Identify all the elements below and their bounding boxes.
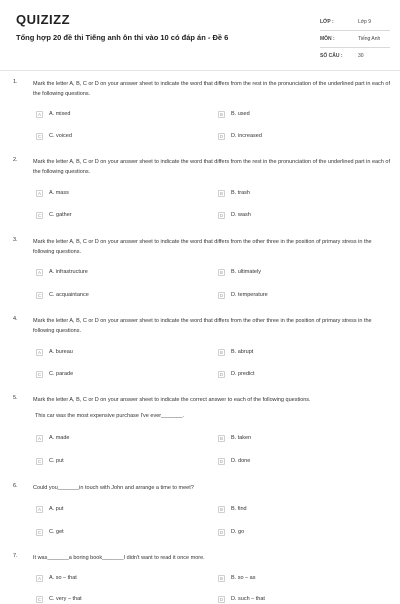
- option-letter-box: B: [219, 575, 223, 581]
- question-number: 6.: [13, 483, 18, 489]
- meta-table: [320, 14, 390, 64]
- question-text: Mark the letter A, B, C or D on your answer sheet to indicate the word that differs from the rest in the pronunciation of the underlined part in each of the following questions.: [33, 81, 390, 97]
- option-a[interactable]: [36, 267, 88, 277]
- option-text: C. gather: [49, 212, 72, 218]
- option-letter-box: A: [37, 435, 41, 441]
- option-text: D. increased: [231, 133, 262, 139]
- question-sentence: This car was the most expensive purchase I've ever_______.: [35, 413, 185, 419]
- option-text: D. temperature: [231, 292, 268, 298]
- option-text: A. infrastructure: [49, 269, 88, 275]
- question-text: Could you_______in touch with John and arrange a time to meet?: [33, 485, 194, 491]
- option-text: A. bureau: [49, 349, 73, 355]
- worksheet-header: [0, 0, 400, 70]
- option-b[interactable]: [218, 188, 250, 198]
- option-letter-box: A: [37, 349, 41, 355]
- option-c[interactable]: [36, 131, 72, 141]
- option-letter-box: D: [219, 596, 224, 602]
- option-letter-box: A: [37, 190, 41, 196]
- header-divider: [0, 70, 400, 71]
- option-text: B. so – as: [231, 575, 256, 581]
- quizizz-logo: QUIZIZZ: [16, 12, 71, 27]
- meta-row-subject: [320, 31, 390, 48]
- option-text: C. voiced: [49, 133, 72, 139]
- question-number: 3.: [13, 237, 18, 243]
- meta-row-count: [320, 48, 390, 64]
- option-letter-box: A: [37, 269, 41, 275]
- meta-value: Lớp 9: [358, 19, 372, 25]
- option-letter-box: B: [219, 269, 223, 275]
- option-letter-box: A: [37, 506, 41, 512]
- question-number: 2.: [13, 157, 18, 163]
- option-text: A. so – that: [49, 575, 77, 581]
- option-c[interactable]: [36, 527, 64, 537]
- option-letter-box: D: [219, 458, 224, 464]
- option-text: D. such – that: [231, 596, 265, 602]
- option-b[interactable]: [218, 267, 261, 277]
- option-letter-box: C: [37, 133, 42, 139]
- option-letter-box: D: [219, 212, 224, 218]
- option-letter-box: C: [37, 596, 42, 602]
- option-text: A. mixed: [49, 111, 71, 117]
- option-c[interactable]: [36, 594, 82, 604]
- option-a[interactable]: [36, 573, 77, 583]
- option-text: C. put: [49, 458, 64, 464]
- option-text: C. parade: [49, 371, 74, 377]
- option-d[interactable]: [218, 290, 268, 300]
- option-d[interactable]: [218, 369, 255, 379]
- option-b[interactable]: [218, 504, 247, 514]
- option-b[interactable]: [218, 433, 251, 443]
- option-a[interactable]: [36, 109, 70, 119]
- option-letter-box: A: [37, 111, 41, 117]
- option-a[interactable]: [36, 504, 63, 514]
- question-text: Mark the letter A, B, C or D on your answer sheet to indicate the word that differs from the rest in the pronunciation of the underlined part in each of the following questions.: [33, 159, 390, 175]
- option-letter-box: B: [219, 506, 223, 512]
- question-number: 4.: [13, 316, 18, 322]
- option-text: A. mass: [49, 190, 69, 196]
- option-c[interactable]: [36, 290, 89, 300]
- option-text: C. get: [49, 529, 64, 535]
- option-text: D. wash: [231, 212, 251, 218]
- option-b[interactable]: [218, 109, 250, 119]
- option-text: A. put: [49, 506, 64, 512]
- question-number: 5.: [13, 395, 18, 401]
- option-text: D. done: [231, 458, 251, 464]
- option-text: B. abrupt: [231, 349, 254, 355]
- option-d[interactable]: [218, 527, 244, 537]
- option-letter-box: D: [219, 292, 224, 298]
- question-number: 7.: [13, 553, 18, 559]
- question-text: Mark the letter A, B, C or D on your answer sheet to indicate the correct answer to each of the following questions.: [33, 397, 311, 403]
- option-text: C. acquaintance: [49, 292, 89, 298]
- option-letter-box: C: [37, 529, 42, 535]
- meta-key: SỐ CÂU :: [320, 53, 343, 59]
- page-title: Tổng hợp 20 đề thi Tiếng anh ôn thi vào 10 có đáp án - Đề 6: [16, 33, 229, 42]
- option-text: B. taken: [231, 435, 252, 441]
- option-letter-box: C: [37, 371, 42, 377]
- option-text: B. find: [231, 506, 247, 512]
- option-text: B. used: [231, 111, 250, 117]
- question-text: It was_______a boring book_______I didn't want to read it once more.: [33, 555, 205, 561]
- option-c[interactable]: [36, 456, 64, 466]
- option-letter-box: C: [37, 458, 42, 464]
- option-letter-box: D: [219, 529, 224, 535]
- option-a[interactable]: [36, 347, 73, 357]
- option-letter-box: D: [219, 371, 224, 377]
- question-text: Mark the letter A, B, C or D on your answer sheet to indicate the word that differs from the other three in the position of primary stress in the following questions.: [33, 318, 372, 334]
- option-c[interactable]: [36, 369, 73, 379]
- option-c[interactable]: [36, 210, 72, 220]
- option-d[interactable]: [218, 210, 251, 220]
- meta-value: Tiếng Anh: [358, 36, 381, 42]
- meta-row-class: [320, 14, 390, 31]
- option-letter-box: C: [37, 292, 42, 298]
- option-text: B. ultimately: [231, 269, 261, 275]
- option-text: A. made: [49, 435, 70, 441]
- option-letter-box: A: [37, 575, 41, 581]
- meta-key: MÔN :: [320, 36, 335, 42]
- option-d[interactable]: [218, 456, 250, 466]
- option-b[interactable]: [218, 573, 255, 583]
- option-letter-box: B: [219, 435, 223, 441]
- option-text: D. predict: [231, 371, 255, 377]
- meta-key: LỚP :: [320, 19, 334, 25]
- option-b[interactable]: [218, 347, 253, 357]
- option-d[interactable]: [218, 594, 265, 604]
- option-letter-box: D: [219, 133, 224, 139]
- meta-value: 30: [358, 53, 364, 59]
- option-a[interactable]: [36, 188, 69, 198]
- question-number: 1.: [13, 79, 18, 85]
- option-text: D. go: [231, 529, 245, 535]
- question-text: Mark the letter A, B, C or D on your answer sheet to indicate the word that differs from the other three in the position of primary stress in the following questions.: [33, 239, 372, 255]
- option-text: B. trash: [231, 190, 250, 196]
- option-letter-box: B: [219, 190, 223, 196]
- option-letter-box: B: [219, 349, 223, 355]
- option-letter-box: B: [219, 111, 223, 117]
- option-d[interactable]: [218, 131, 262, 141]
- option-a[interactable]: [36, 433, 69, 443]
- option-letter-box: C: [37, 212, 42, 218]
- option-text: C. very – that: [49, 596, 82, 602]
